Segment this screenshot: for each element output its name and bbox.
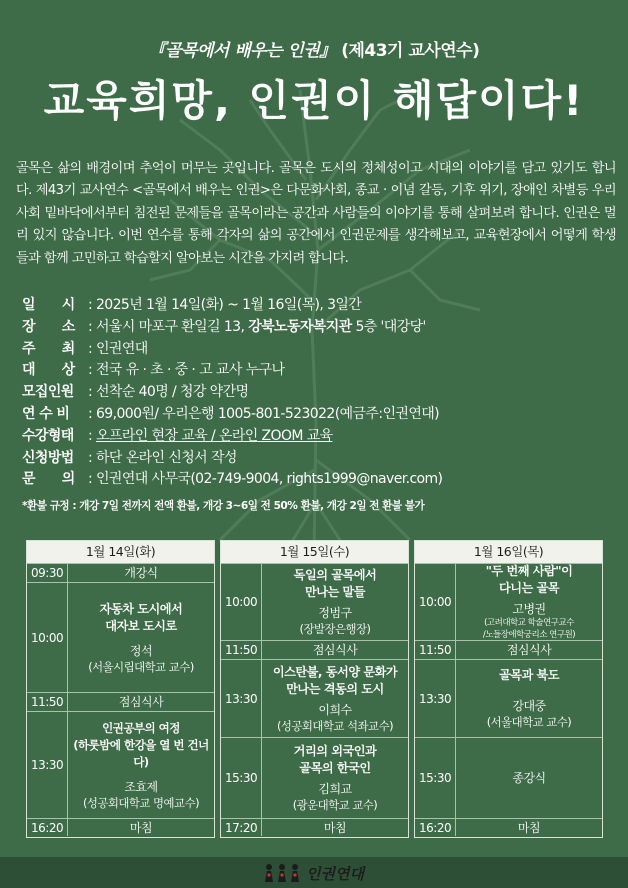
slot-time: 09:30: [31, 566, 64, 580]
schedule-slot: [415, 737, 602, 818]
session-title: 거리의 외국인과 골목의 한국인: [293, 744, 377, 775]
info-value: 2025년 1월 14일(화) ~ 1월 16일(목), 3일간: [96, 297, 362, 313]
slot-title: 종강식: [512, 771, 546, 785]
info-value: 선착순 40명 / 청강 약간명: [96, 384, 249, 401]
organization-logo: [262, 862, 364, 884]
session-title: 자동차 도시에서 대자보 도시로: [99, 601, 183, 633]
people-icon: [262, 863, 302, 883]
speaker-affiliation: (장발장은행장): [299, 622, 371, 636]
session-title: 골목과 북도: [498, 668, 560, 682]
info-label: 주 최: [22, 340, 75, 357]
event-info: [22, 295, 622, 491]
speaker-affiliation: (서울대학교 교수): [486, 715, 572, 729]
schedule-slot: [221, 737, 408, 818]
info-target: [22, 360, 622, 382]
schedule-slot: [221, 659, 408, 737]
logo-text: 인권연대: [306, 864, 364, 883]
schedule-day-2: [220, 540, 409, 838]
slot-time: 13:30: [31, 758, 64, 772]
slot-time: 15:30: [225, 771, 258, 785]
subtitle-series: 『골목에서 배우는 인권』: [148, 41, 336, 61]
info-label: 문 의: [22, 471, 75, 488]
info-separator: :: [88, 297, 93, 313]
day-header: 1월 15일(수): [221, 541, 408, 563]
info-venue: [22, 317, 622, 339]
slot-time: 11:50: [31, 695, 64, 709]
info-separator: :: [88, 362, 93, 379]
info-separator: :: [88, 340, 93, 357]
session-title: 이스탄불, 동서양 문화가 만나는 격동의 도시: [272, 664, 398, 696]
session-speaker: 고병권: [512, 602, 546, 616]
info-separator: :: [88, 449, 93, 466]
session-speaker: 강대중: [512, 699, 546, 713]
info-format: [22, 426, 622, 448]
venue-room: 5층 '대강당': [351, 318, 426, 335]
info-label: 일 시: [22, 297, 75, 313]
info-separator: :: [88, 405, 93, 422]
speaker-affiliation: (성공회대학교 석좌교수): [276, 718, 394, 733]
slot-time: 16:20: [31, 820, 64, 835]
speaker-affiliation: (성공회대학교 명예교수): [82, 795, 200, 810]
session-speaker: 조효제: [124, 779, 158, 794]
schedule-slot: [27, 563, 214, 582]
schedule-slot: [27, 692, 214, 711]
session-speaker: 정범구: [318, 606, 352, 620]
info-label: 모집인원: [22, 384, 74, 401]
slot-title: 마침: [517, 820, 541, 835]
schedule-day-1: [26, 540, 215, 838]
info-value: 오프라인 현장 교육 / 온라인 ZOOM 교육: [96, 427, 333, 444]
slot-time: 13:30: [225, 691, 258, 706]
info-capacity: [22, 382, 622, 404]
slot-title: 마침: [129, 820, 153, 835]
info-host: [22, 339, 622, 361]
slot-time: 17:20: [225, 820, 258, 835]
session-title: "두 번째 사람"이 다니는 골목: [485, 564, 573, 595]
schedule-day-3: [414, 540, 603, 838]
info-value: 하단 온라인 신청서 작성: [96, 449, 237, 466]
intro-paragraph: 골목은 삶의 배경이며 추억이 머무는 곳입니다. 골목은 도시의 정체성이고 시대의 이야기를 담고 있기도 합니다. 제43기 교사연수 <골목에서 배우는 인권>은 다문화사회, 종교 · 이념 갈등, 기후 위기, 장애인 차별등 우리 사회 밑바닥에서부터 침전된 문제들을 골목이라는 공간과 사람들의 이야기를 통해 살펴보려 합니다. 인권은 멀리 있지 않습니다. 이번 연수를 통해 각자의 삶의 공간에서 인권문제를 생각해보고, 교육현장에서 어떻게 학생들과 함께 고민하고 학습할지 알아보는 시간을 가지려 합니다.: [16, 161, 616, 266]
page-title: 교육희망, 인권이 해답이다!: [43, 76, 585, 125]
schedule-slot: [221, 818, 408, 836]
schedule-slot: [27, 818, 214, 836]
info-value: 전국 유 · 초 · 중 · 고 교사 누구나: [96, 362, 285, 379]
schedule-slot: [415, 659, 602, 737]
schedule-slot: [27, 582, 214, 692]
schedule-slot: [415, 563, 602, 640]
slot-time: 10:00: [419, 595, 452, 609]
subtitle-edition: (제43기 교사연수): [335, 41, 480, 61]
info-value: 서울시 마포구 환일길 13,: [96, 318, 249, 335]
session-speaker: 이희수: [318, 702, 352, 717]
info-apply: [22, 448, 622, 470]
slot-time: 11:50: [419, 643, 452, 657]
info-fee: [22, 404, 622, 426]
session-speaker: 정석: [129, 643, 153, 658]
slot-title: 점심식사: [312, 643, 358, 657]
schedule-slot: [221, 640, 408, 659]
schedule-slot: [415, 818, 602, 836]
slot-title: 개강식: [124, 566, 158, 580]
speaker-affiliation: (서울시립대학교 교수): [88, 659, 194, 674]
slot-time: 10:00: [31, 630, 64, 645]
slot-title: 점심식사: [118, 695, 164, 709]
slot-time: 13:30: [419, 691, 452, 706]
info-label: 대 상: [22, 362, 75, 379]
session-title: 인권공부의 여정 (하룻밤에 한강을 열 번 건너다): [73, 720, 209, 769]
day-header: 1월 14일(화): [27, 541, 214, 563]
schedule-slot: [27, 711, 214, 818]
info-label: 수강형태: [22, 427, 74, 444]
info-label: 장 소: [22, 318, 75, 335]
slot-time: 11:50: [225, 643, 258, 657]
speaker-affiliation: (고려대학교 학술연구교수 /노들장애학궁리소 연구원): [482, 618, 576, 640]
info-value: 인권연대 사무국(02-749-9004, rights1999@naver.com): [96, 471, 443, 488]
info-value: 인권연대: [96, 340, 148, 357]
info-separator: :: [88, 318, 93, 335]
slot-title: 마침: [323, 820, 347, 835]
info-separator: :: [88, 471, 93, 488]
info-separator: :: [88, 384, 93, 401]
session-title: 독일의 골목에서 만나는 말들: [293, 568, 377, 599]
speaker-affiliation: (광운대학교 교수): [292, 798, 378, 812]
slot-title: 점심식사: [506, 643, 552, 657]
slot-time: 15:30: [419, 771, 452, 785]
slot-time: 16:20: [419, 820, 452, 835]
schedule-slot: [221, 563, 408, 640]
slot-time: 10:00: [225, 595, 258, 609]
refund-policy: *환불 규정 : 개강 7일 전까지 전액 환불, 개강 3~6일 전 50% 환불, 개강 2일 전 환불 불가: [22, 500, 425, 512]
info-contact: [22, 469, 622, 491]
session-speaker: 김희교: [318, 782, 352, 796]
schedule-slot: [415, 640, 602, 659]
info-label: 신청방법: [22, 449, 74, 466]
info-value: 69,000원/ 우리은행 1005-801-523022(예금주:인권연대): [96, 405, 440, 422]
info-date: [22, 295, 622, 317]
day-header: 1월 16일(목): [415, 541, 602, 563]
info-label: 연 수 비: [22, 405, 70, 422]
event-subtitle: [0, 36, 628, 61]
venue-name: 강북노동자복지관: [248, 318, 352, 335]
info-separator: :: [88, 427, 93, 444]
